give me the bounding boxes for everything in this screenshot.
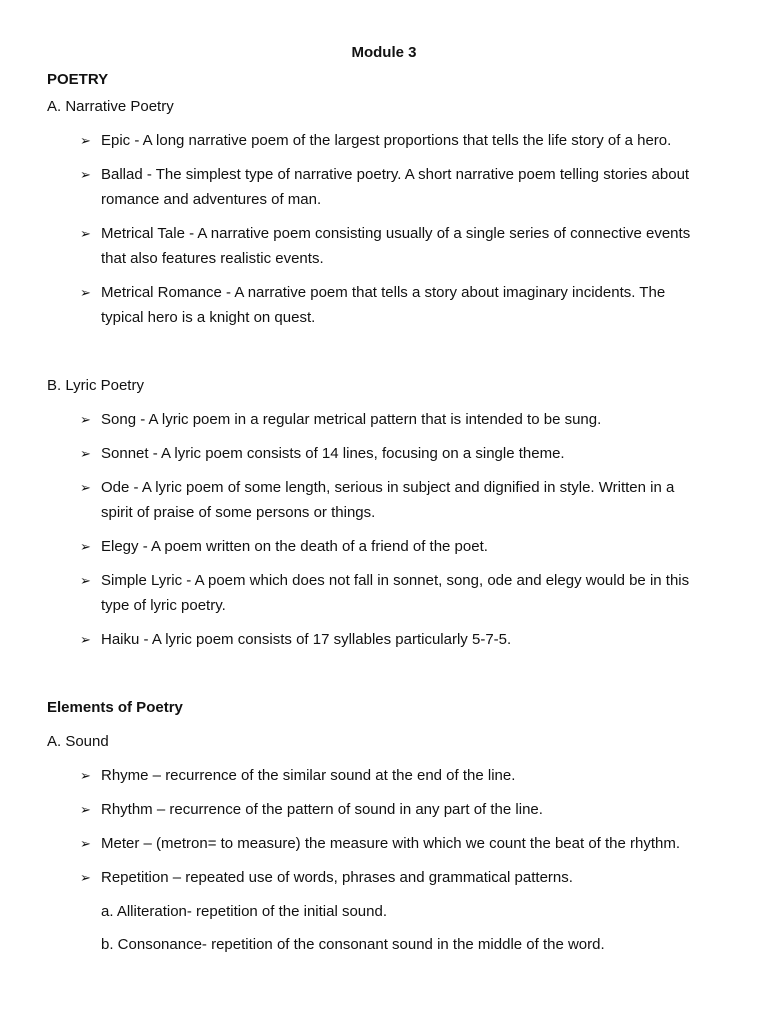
- bullet-arrow-icon: ➢: [80, 446, 91, 461]
- sub-item-consonance: b. Consonance- repetition of the consonant sound in the middle of the word.: [101, 936, 605, 953]
- list-item-line: Ode - A lyric poem of some length, serious in subject and dignified in style. Written in a: [101, 479, 675, 496]
- bullet-arrow-icon: ➢: [80, 836, 91, 851]
- elements-heading: Elements of Poetry: [47, 699, 183, 716]
- list-item-line: romance and adventures of man.: [101, 191, 322, 208]
- bullet-arrow-icon: ➢: [80, 412, 91, 427]
- sub-item-alliteration: a. Alliteration- repetition of the initial sound.: [101, 903, 388, 920]
- list-item-line: Metrical Tale - A narrative poem consisting usually of a single series of connective events: [101, 225, 691, 242]
- bullet-arrow-icon: ➢: [80, 768, 91, 783]
- bullet-arrow-icon: ➢: [80, 480, 91, 495]
- bullet-arrow-icon: ➢: [80, 539, 91, 554]
- list-item-line: type of lyric poetry.: [101, 597, 226, 614]
- bullet-arrow-icon: ➢: [80, 285, 91, 300]
- bullet-arrow-icon: ➢: [80, 133, 91, 148]
- list-item-line: Epic - A long narrative poem of the largest proportions that tells the life story of a hero.: [101, 132, 672, 149]
- list-item-line: Repetition – repeated use of words, phrases and grammatical patterns.: [101, 869, 573, 886]
- list-item-line: Song - A lyric poem in a regular metrical pattern that is intended to be sung.: [101, 411, 602, 428]
- list-item-line: Sonnet - A lyric poem consists of 14 lines, focusing on a single theme.: [101, 445, 565, 462]
- list-item-line: Simple Lyric - A poem which does not fall in sonnet, song, ode and elegy would be in this: [101, 572, 690, 589]
- bullet-arrow-icon: ➢: [80, 632, 91, 647]
- lyric-poetry-title: B. Lyric Poetry: [47, 377, 144, 394]
- list-item-line: spirit of praise of some persons or things.: [101, 504, 376, 521]
- list-item-line: Rhythm – recurrence of the pattern of sound in any part of the line.: [101, 801, 543, 818]
- list-item-line: Rhyme – recurrence of the similar sound at the end of the line.: [101, 767, 516, 784]
- bullet-arrow-icon: ➢: [80, 226, 91, 241]
- narrative-poetry-title: A. Narrative Poetry: [47, 98, 174, 115]
- poetry-heading: POETRY: [47, 71, 109, 88]
- list-item-line: Elegy - A poem written on the death of a friend of the poet.: [101, 538, 488, 555]
- bullet-arrow-icon: ➢: [80, 573, 91, 588]
- list-item-line: Meter – (metron= to measure) the measure with which we count the beat of the rhythm.: [101, 835, 681, 852]
- module-title: Module 3: [351, 44, 417, 61]
- bullet-arrow-icon: ➢: [80, 167, 91, 182]
- list-item-line: Metrical Romance - A narrative poem that tells a story about imaginary incidents. The: [101, 284, 666, 301]
- bullet-arrow-icon: ➢: [80, 870, 91, 885]
- list-item-line: Haiku - A lyric poem consists of 17 syllables particularly 5-7-5.: [101, 631, 512, 648]
- list-item-line: Ballad - The simplest type of narrative poetry. A short narrative poem telling stories about: [101, 166, 690, 183]
- list-item-line: typical hero is a knight on quest.: [101, 309, 316, 326]
- bullet-arrow-icon: ➢: [80, 802, 91, 817]
- sound-title: A. Sound: [47, 733, 109, 750]
- list-item-line: that also features realistic events.: [101, 250, 324, 267]
